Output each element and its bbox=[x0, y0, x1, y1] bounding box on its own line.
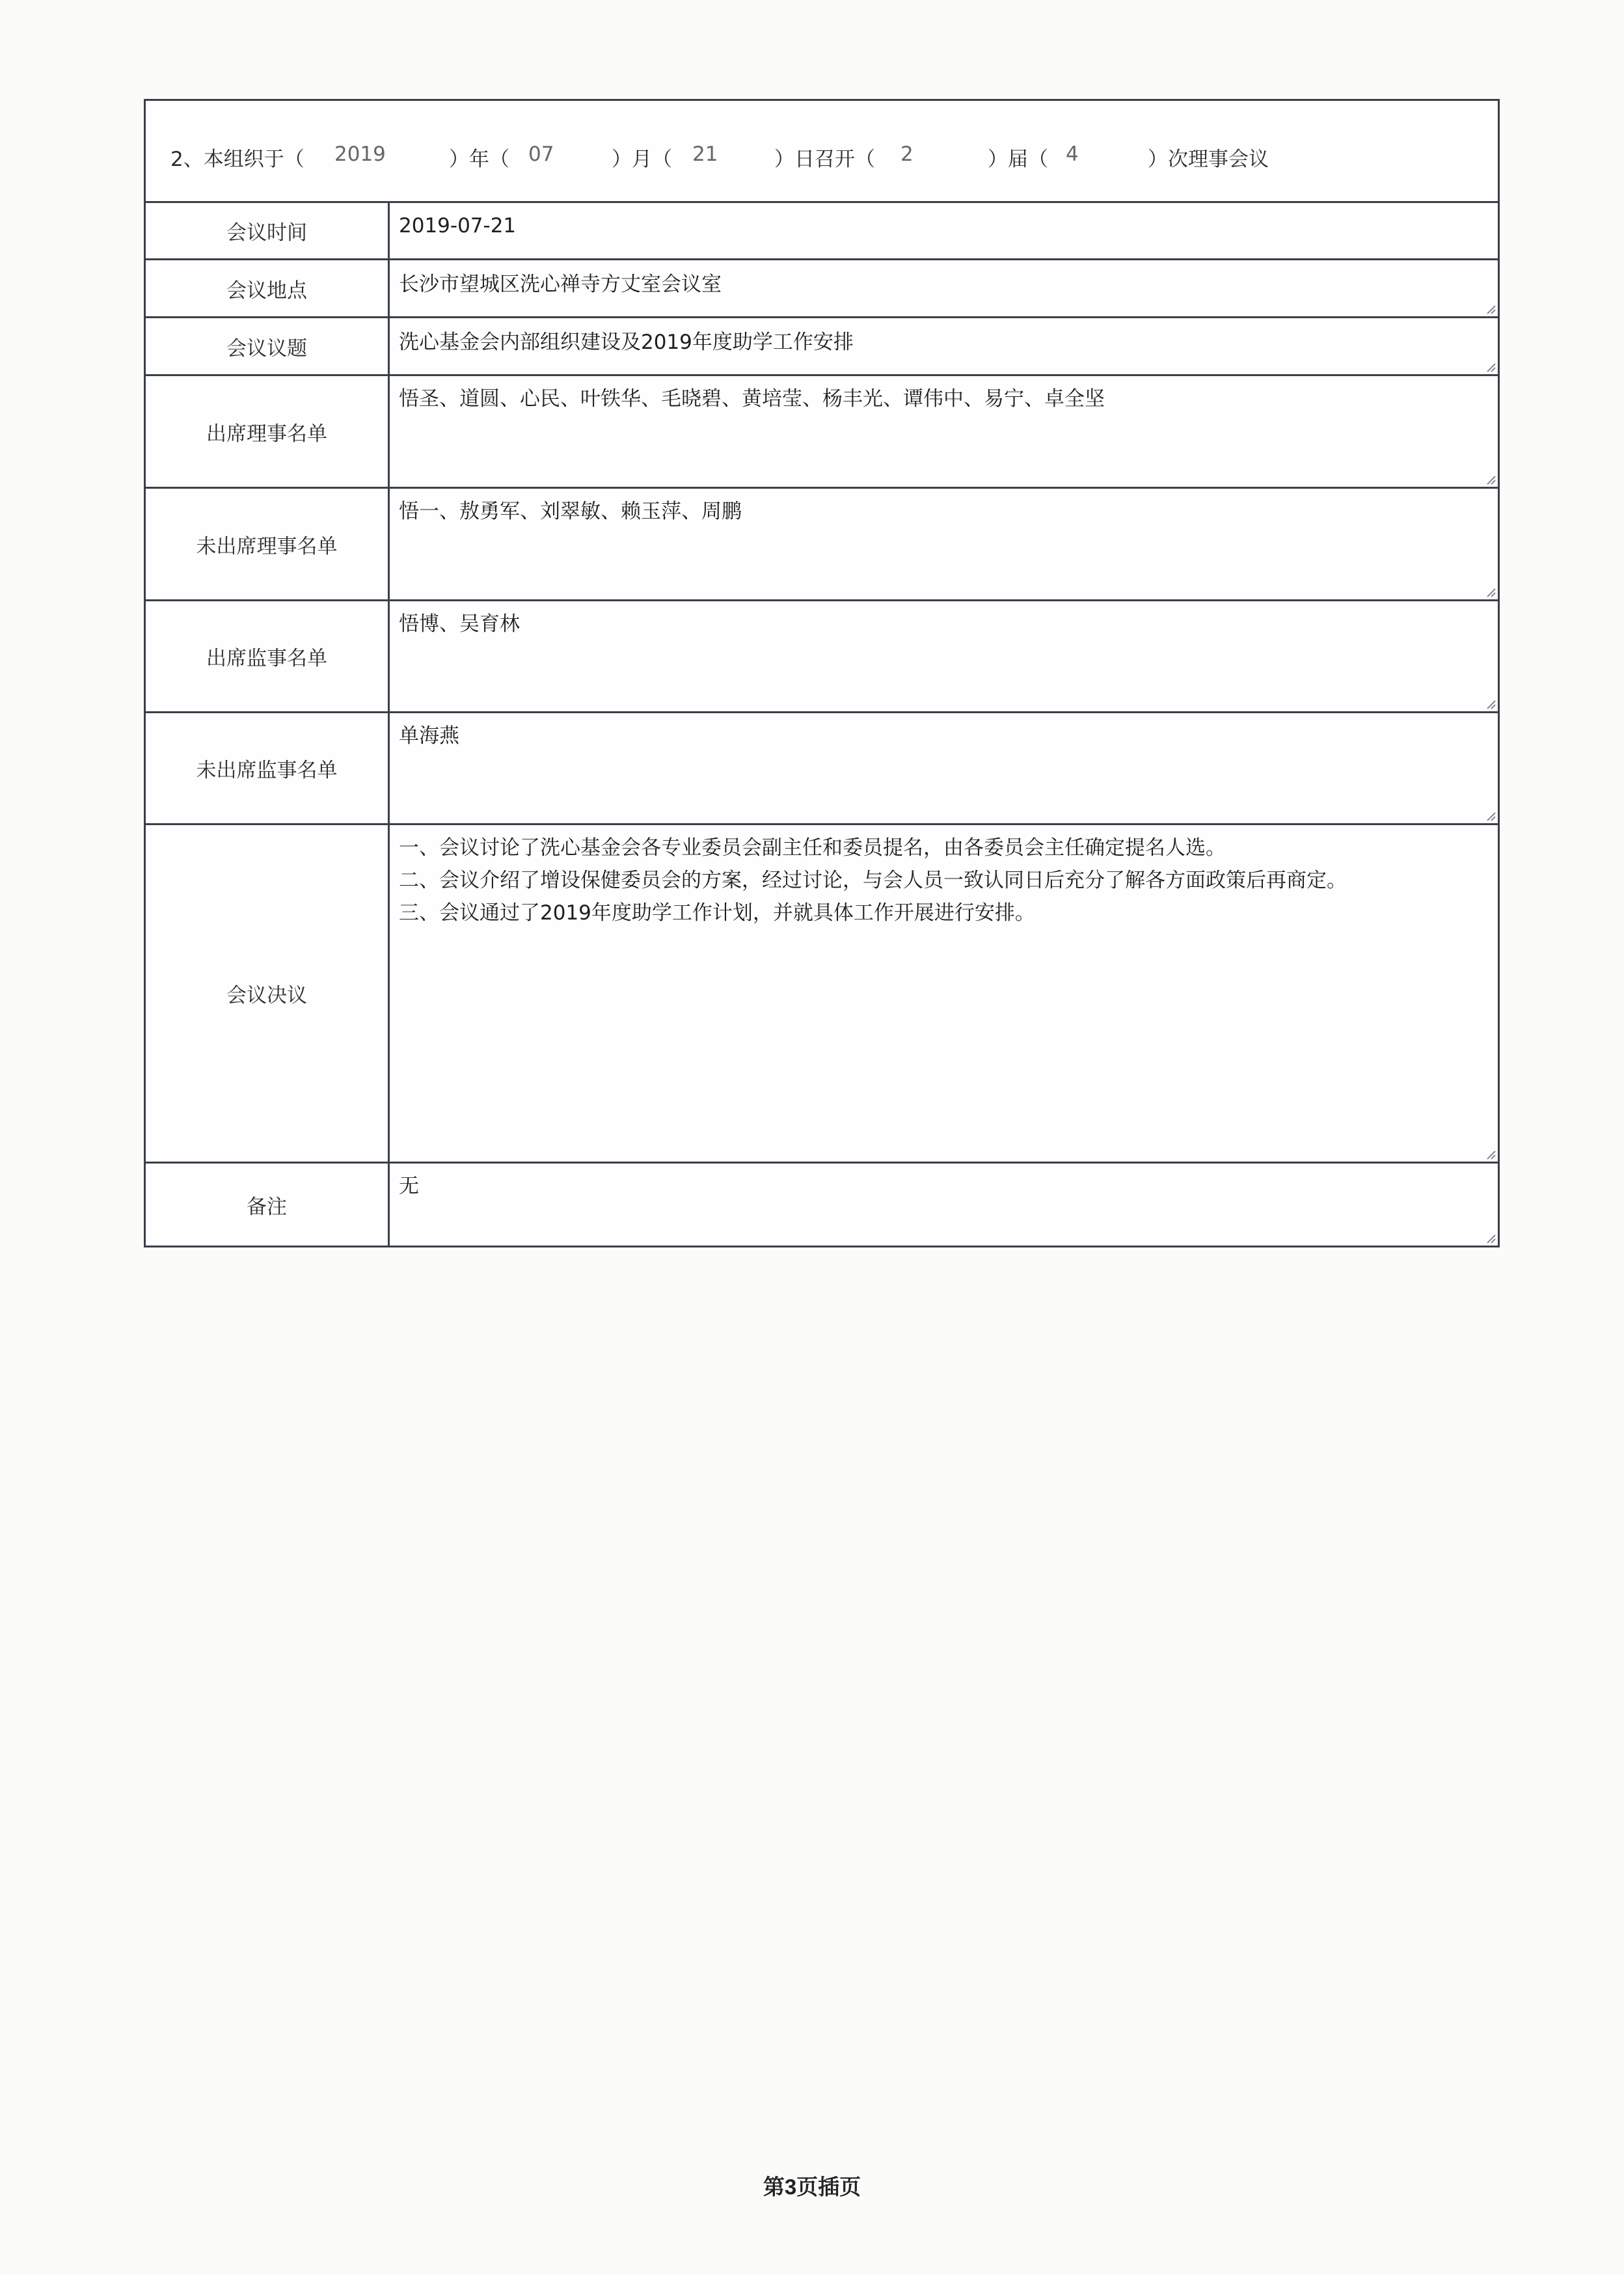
header-count: 4 bbox=[1066, 143, 1079, 166]
resize-handle-icon[interactable] bbox=[1485, 1233, 1496, 1244]
value-present-supervisors: 悟博、吴育林 bbox=[399, 612, 520, 636]
value-absent-supervisors: 单海燕 bbox=[399, 724, 459, 748]
row-meeting-time bbox=[146, 203, 1498, 260]
resolution-line: 二、会议介绍了增设保健委员会的方案，经过讨论，与会人员一致认同日后充分了解各方面政策后再商定。 bbox=[399, 869, 1347, 892]
field-present-supervisors[interactable] bbox=[390, 601, 1498, 711]
label-absent-directors: 未出席理事名单 bbox=[146, 489, 390, 599]
header-day: 21 bbox=[692, 143, 718, 166]
header-year-suffix: ）年（ bbox=[449, 148, 509, 171]
label-resolution: 会议决议 bbox=[146, 825, 390, 1162]
row-absent-directors bbox=[146, 489, 1498, 601]
field-absent-directors[interactable] bbox=[390, 489, 1498, 599]
meeting-record-table bbox=[144, 99, 1500, 1247]
label-absent-supervisors: 未出席监事名单 bbox=[146, 713, 390, 823]
label-meeting-topic: 会议议题 bbox=[146, 318, 390, 374]
label-present-directors: 出席理事名单 bbox=[146, 376, 390, 487]
row-present-supervisors bbox=[146, 601, 1498, 713]
resize-handle-icon[interactable] bbox=[1485, 304, 1496, 314]
header-session-suffix: ）届（ bbox=[988, 148, 1048, 171]
header-count-suffix: ）次理事会议 bbox=[1148, 148, 1269, 171]
row-meeting-topic bbox=[146, 318, 1498, 376]
resize-handle-icon[interactable] bbox=[1485, 811, 1496, 821]
row-remarks bbox=[146, 1164, 1498, 1246]
label-remarks: 备注 bbox=[146, 1164, 390, 1246]
value-meeting-time: 2019-07-21 bbox=[399, 214, 517, 238]
value-present-directors: 悟圣、道圆、心民、叶铁华、毛晓碧、黄培莹、杨丰光、谭伟中、易宁、卓全坚 bbox=[399, 387, 1105, 411]
resize-handle-icon[interactable] bbox=[1485, 1149, 1496, 1160]
field-meeting-topic[interactable] bbox=[390, 318, 1498, 374]
field-present-directors[interactable] bbox=[390, 376, 1498, 487]
resolution-line: 三、会议通过了2019年度助学工作计划，并就具体工作开展进行安排。 bbox=[399, 901, 1035, 925]
resize-handle-icon[interactable] bbox=[1485, 474, 1496, 485]
value-remarks: 无 bbox=[399, 1175, 419, 1198]
resize-handle-icon[interactable] bbox=[1485, 362, 1496, 372]
value-meeting-place: 长沙市望城区洗心禅寺方丈室会议室 bbox=[399, 273, 722, 296]
page-footer: 第3页插页 bbox=[763, 2175, 861, 2199]
header-month: 07 bbox=[528, 143, 554, 166]
row-meeting-place bbox=[146, 260, 1498, 318]
field-meeting-place[interactable] bbox=[390, 260, 1498, 316]
field-remarks[interactable] bbox=[390, 1164, 1498, 1246]
field-absent-supervisors[interactable] bbox=[390, 713, 1498, 823]
resize-handle-icon[interactable] bbox=[1485, 699, 1496, 709]
resolution-line: 一、会议讨论了洗心基金会各专业委员会副主任和委员提名，由各委员会主任确定提名人选。 bbox=[399, 836, 1226, 860]
header-month-suffix: ）月（ bbox=[612, 148, 672, 171]
meeting-header bbox=[146, 101, 1498, 203]
header-session: 2 bbox=[900, 143, 914, 166]
row-resolution bbox=[146, 825, 1498, 1164]
row-present-directors bbox=[146, 376, 1498, 489]
field-meeting-time[interactable] bbox=[390, 203, 1498, 258]
label-present-supervisors: 出席监事名单 bbox=[146, 601, 390, 711]
value-meeting-topic: 洗心基金会内部组织建设及2019年度助学工作安排 bbox=[399, 331, 854, 354]
value-absent-directors: 悟一、敖勇军、刘翠敏、赖玉萍、周鹏 bbox=[399, 500, 742, 523]
row-absent-supervisors bbox=[146, 713, 1498, 825]
resize-handle-icon[interactable] bbox=[1485, 587, 1496, 597]
header-year: 2019 bbox=[334, 143, 386, 166]
label-meeting-place: 会议地点 bbox=[146, 260, 390, 316]
field-resolution[interactable] bbox=[390, 825, 1498, 1162]
header-prefix: 2、本组织于（ bbox=[170, 148, 304, 171]
label-meeting-time: 会议时间 bbox=[146, 203, 390, 258]
header-day-suffix: ）日召开（ bbox=[774, 148, 875, 171]
